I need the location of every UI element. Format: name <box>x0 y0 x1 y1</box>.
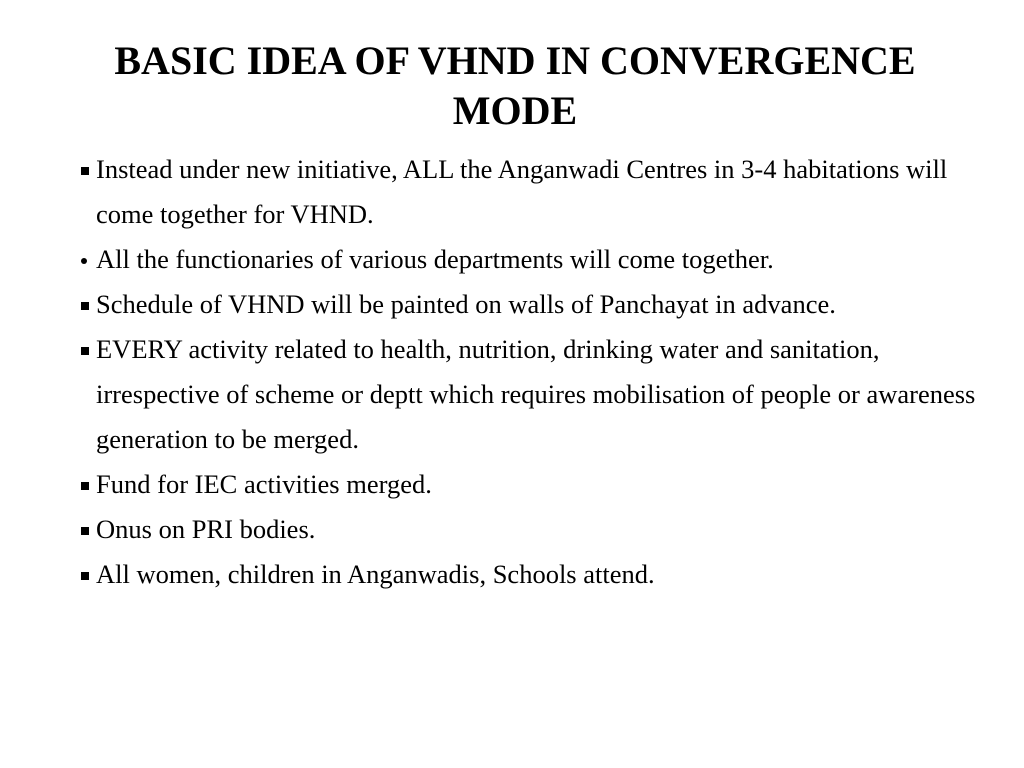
bullet-list <box>78 147 998 597</box>
bullet-text: Schedule of VHND will be painted on walls of Panchayat in advance. <box>96 289 836 319</box>
slide-title-line-2: MODE <box>452 88 578 133</box>
slide-title-line-1: BASIC IDEA OF VHND IN CONVERGENCE <box>114 38 916 83</box>
bullet-item <box>78 147 998 237</box>
bullet-text: Onus on PRI bodies. <box>96 514 316 544</box>
bullet-item <box>78 237 998 282</box>
bullet-text: All the functionaries of various departments will come together. <box>96 244 774 274</box>
bullet-item <box>78 462 998 507</box>
bullet-text: Fund for IEC activities merged. <box>96 469 432 499</box>
bullet-text: All women, children in Anganwadis, Schools attend. <box>96 559 655 589</box>
bullet-item <box>78 552 998 597</box>
slide-title <box>40 36 990 136</box>
bullet-item <box>78 282 998 327</box>
bullet-text: EVERY activity related to health, nutrition, drinking water and sanitation, irrespective of scheme or deptt which requires mobilisation of people or awareness generation to be merged. <box>96 334 976 454</box>
bullet-item <box>78 507 998 552</box>
bullet-text: Instead under new initiative, ALL the Anganwadi Centres in 3-4 habitations will come together for VHND. <box>96 154 948 229</box>
bullet-item <box>78 327 998 462</box>
